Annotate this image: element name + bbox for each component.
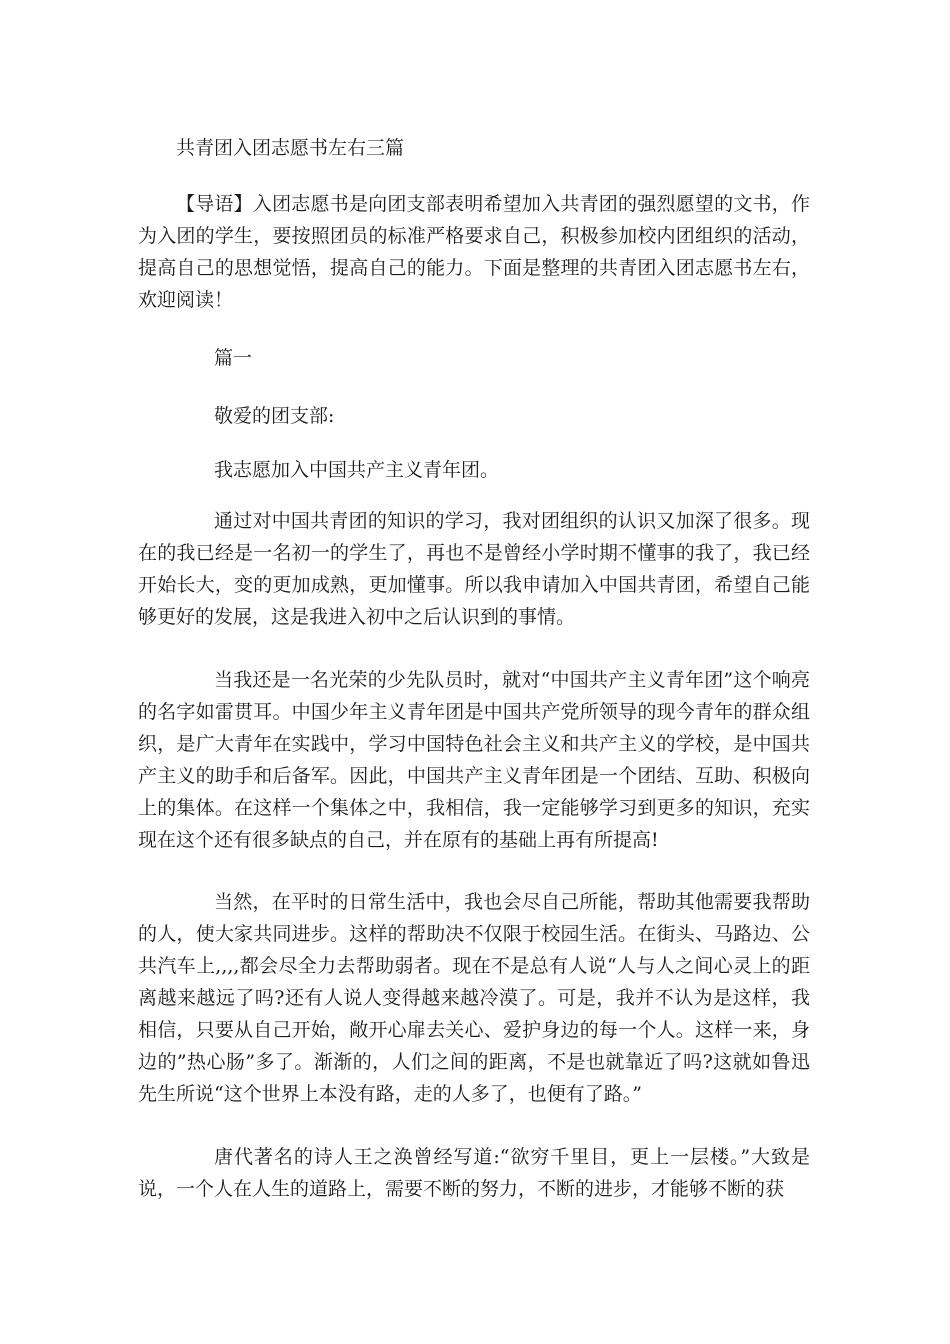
body-paragraph-1: 通过对中国共青团的知识的学习，我对团组织的认识又加深了很多。现在的我已经是一名初一的学生了，再也不是曾经小学时期不懂事的我了，我已经开始长大，变的更加成熟，更加懂事。所以我申请加入中国共青团，希望自己能够更好的发展，这是我进入初中之后认识到的事情。	[138, 510, 810, 628]
document-title: 共青团入团志愿书左右三篇	[176, 137, 405, 159]
body-paragraph-2: 当我还是一名光荣的少先队员时，就对“中国共产主义青年团”这个响亮的名字如雷贯耳。中国少年主义青年团是中国共产党所领导的现今青年的群众组织，是广大青年在实践中，学习中国特色社会主义和共产主义的学校，是中国共产主义的助手和后备军。因此，中国共产主义青年团是一个团结、互助、积极向上的集体。在这样一个集体之中，我相信，我一定能够学习到更多的知识，充实现在这个还有很多缺点的自己，并在原有的基础上再有所提高!	[138, 669, 810, 851]
section-heading: 篇一	[214, 347, 253, 369]
body-paragraph-4: 唐代著名的诗人王之涣曾经写道:“欲穷千里目，更上一层楼。”大致是说，一个人在人生的道路上，需要不断的努力，不断的进步，才能够不断的获	[138, 1146, 810, 1200]
intro-paragraph: 【导语】入团志愿书是向团支部表明希望加入共青团的强烈愿望的文书，作为入团的学生，要按照团员的标准严格要求自己，积极参加校内团组织的活动，提高自己的思想觉悟，提高自己的能力。下面是整理的共青团入团志愿书左右，欢迎阅读！	[138, 193, 810, 311]
application-statement: 我志愿加入中国共产主义青年团。	[214, 459, 500, 481]
salutation: 敬爱的团支部:	[214, 405, 335, 427]
body-paragraph-3: 当然，在平时的日常生活中，我也会尽自己所能，帮助其他需要我帮助的人，使大家共同进步。这样的帮助决不仅限于校园生活。在街头、马路边、公共汽车上,,,,都会尽全力去帮助弱者。现在不是总有人说“人与人之间心灵上的距离越来越远了吗?还有人说人变得越来越冷漠了。可是，我并不认为是这样，我相信，只要从自己开始，敞开心扉去关心、爱护身边的每一个人。这样一来，身边的”热心肠”多了。渐渐的，人们之间的距离，不是也就靠近了吗?这就如鲁迅先生所说“这个世界上本没有路，走的人多了，也便有了路。”	[138, 891, 810, 1105]
